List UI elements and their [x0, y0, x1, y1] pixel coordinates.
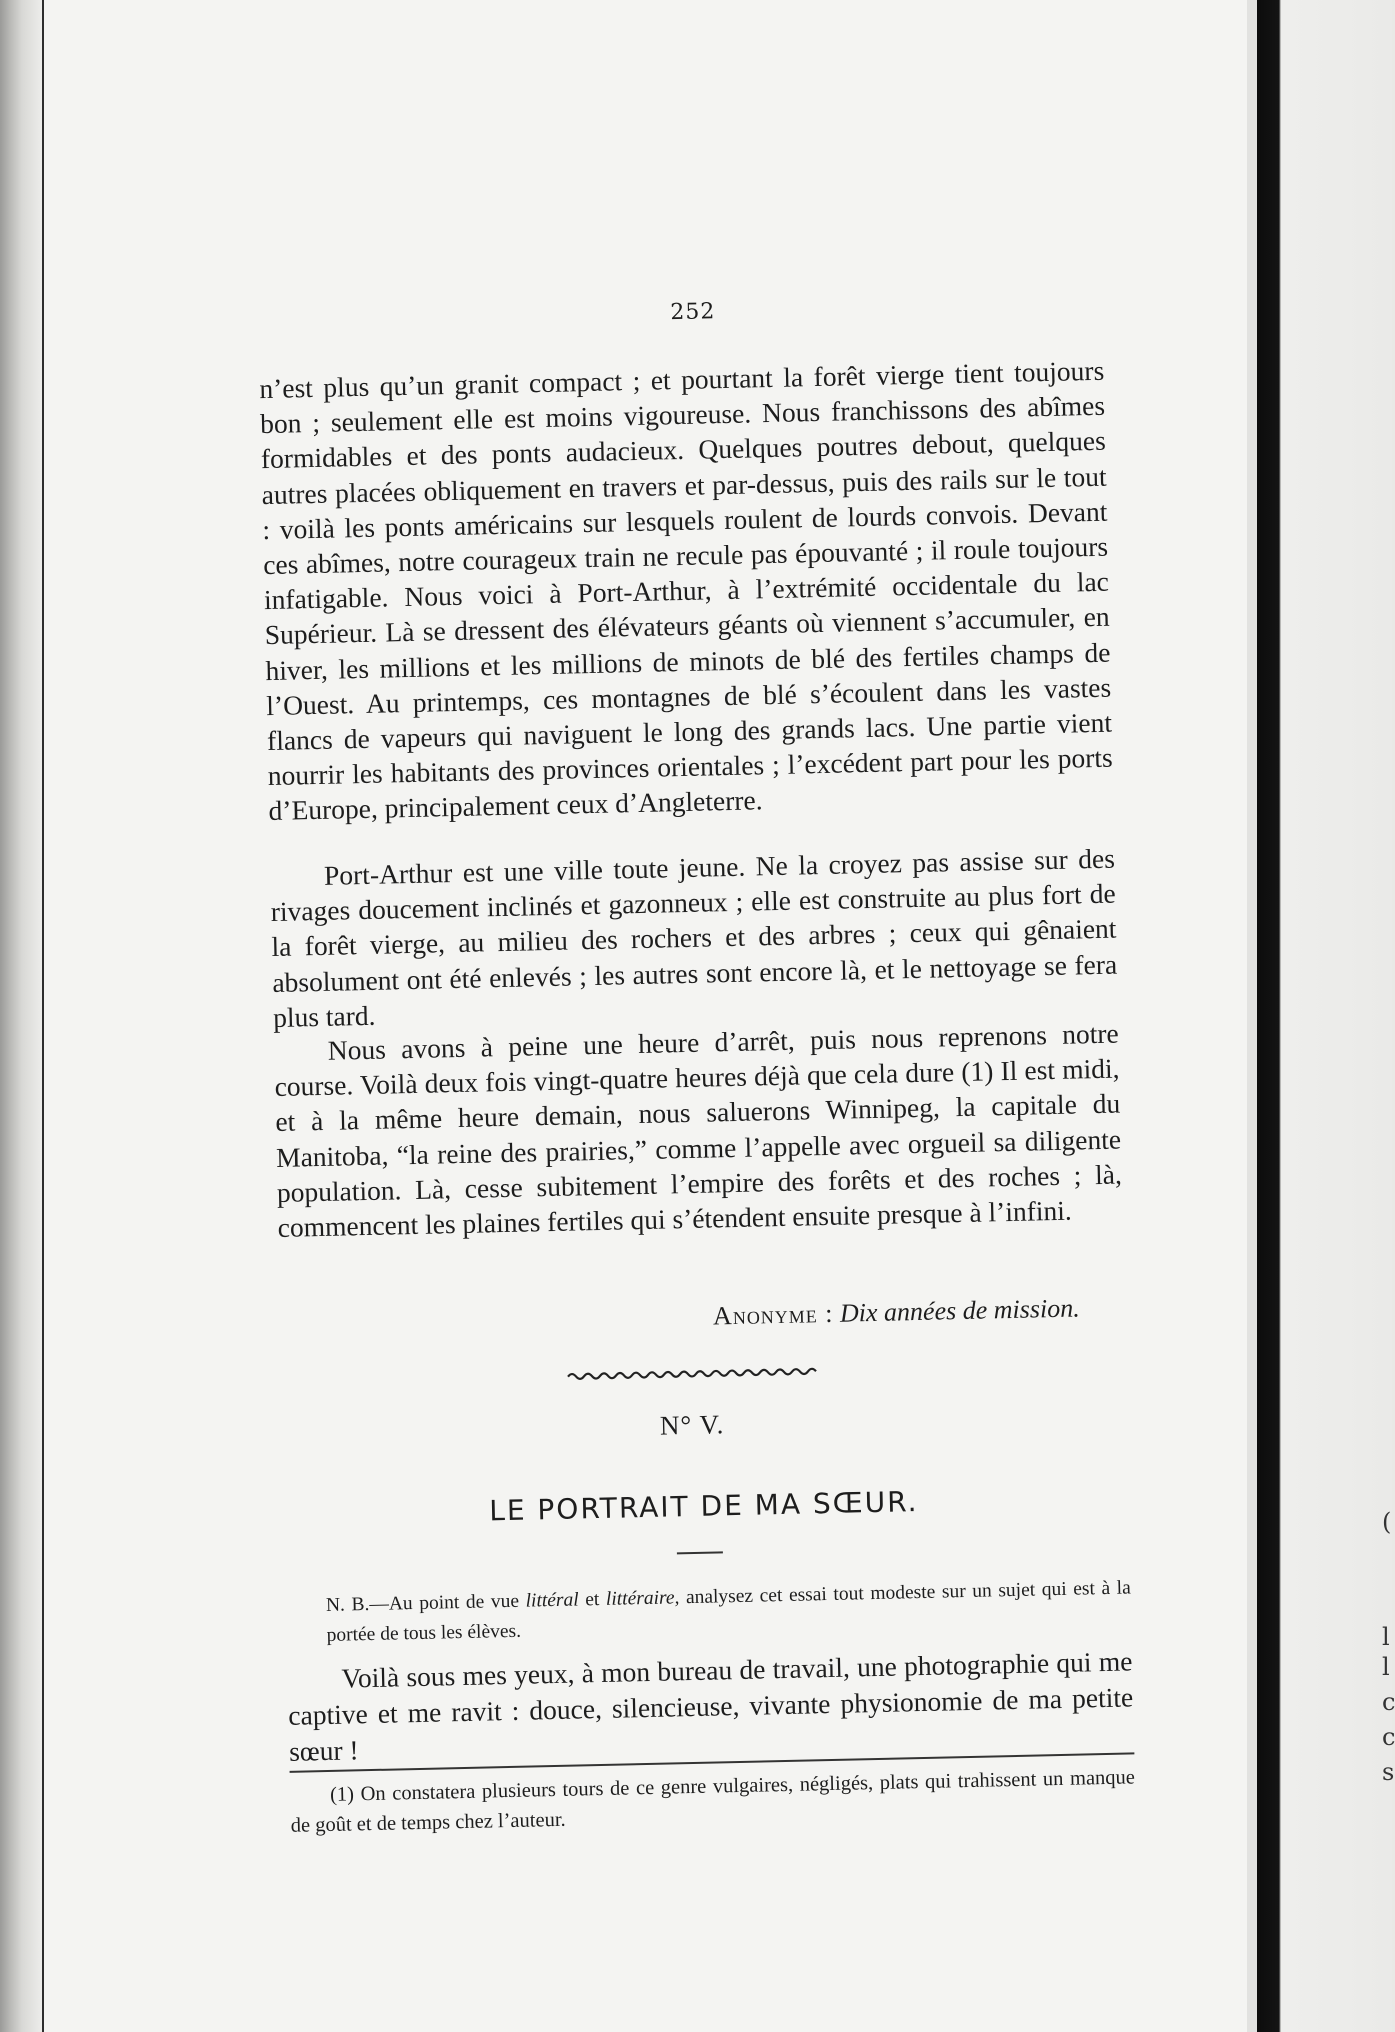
attribution-work: Dix années de mission. — [839, 1293, 1080, 1328]
attribution-author: Anonyme : — [712, 1298, 834, 1331]
note-rest: analysez cet essai tout modeste sur un sujet qui est à la portée de tous les élèves. — [326, 1577, 1131, 1646]
footnote: (1) On constatera plusieurs tours de ce genre vulgaires, négligés, plats qui trahissent un manque de goût et de temps chez l’auteur. — [290, 1766, 1136, 1837]
note-term-litteraire: littéraire, — [605, 1587, 680, 1610]
facing-page-edge — [1257, 0, 1395, 2032]
facing-page-glyph: ( — [1382, 1508, 1392, 1536]
note-prefix: N. B.—Au point de vue — [325, 1590, 520, 1616]
section-number: N° V. — [659, 1409, 725, 1441]
paragraph-port-arthur: Port-Arthur est une ville toute jeune. Ne la croyez pas assise sur des rivages doucement inclinés et gazonneux ; elle est construite au plus fort de la forêt vierge, au milieu des rochers et des arbres ; ceux qui gênaient absolument ont été enlevés ; les autres sont encore là, et le nettoyage se fera plus tard. — [270, 842, 1118, 1033]
facing-page-glyph: s — [1382, 1758, 1395, 1786]
essay-opening: Voilà sous mes yeux, à mon bureau de travail, une photographie qui me captive et me ravit : douce, silencieuse, vivante physionomie de ma petite sœur ! — [288, 1645, 1134, 1767]
scan-left-edge — [0, 0, 42, 2032]
facing-page-glyph: l — [1382, 1623, 1390, 1651]
paragraph-continued: n’est plus qu’un granit compact ; et pourtant la forêt vierge tient toujours bon ; seulement elle est moins vigoureuse. Nous franchissons des abîmes formidables et des ponts audacieux. Quelques poutres debout, quelques autres placées obliquement en travers et par-dessus, puis des rails sur le tout : voilà les ponts américains sur lesquels roulent de lourds convois. Devant ces abîmes, notre courageux train ne recule pas épouvanté ; il roule toujours infatigable. Nous voici à Port-Arthur, à l’extrémité occidentale du lac Supérieur. Là se dressent des élévateurs géants où viennent s’accumuler, en hiver, les millions et les millions de minots de blé des fertiles champs de l’Ouest. Au printemps, ces montagnes de blé s’écoulent dans les vastes flancs de vapeurs qui naviguent le long des grands lacs. Une partie vient nourrir les habitants des provinces orientales ; l’excédent part pour les ports d’Europe, principalement ceux d’Angleterre. — [259, 354, 1113, 827]
facing-page-glyph: c — [1382, 1688, 1395, 1716]
facing-page-glyph: c — [1382, 1723, 1395, 1751]
note-term-litteral: littéral — [525, 1589, 579, 1612]
page-number: 252 — [670, 299, 716, 326]
book-gutter — [1247, 0, 1257, 2032]
note-conjunction: et — [585, 1589, 600, 1611]
section-title: LE PORTRAIT DE MA SŒUR. — [488, 1485, 919, 1528]
paragraph-course: Nous avons à peine une heure d’arrêt, puis nous reprenons notre course. Voilà deux fois vingt-quatre heures déjà que cela dure (1) Il est midi, et à la même heure demain, nous saluerons Winnipeg, la capitale du Manitoba, “la reine des prairies,” comme l’appelle avec orgueil sa diligente population. Là, cesse subitement l’empire des forêts et des roches ; là, commencent les plaines fertiles qui s’étendent ensuite presque à l’infini. — [274, 1017, 1123, 1243]
facing-page-glyph: l — [1382, 1653, 1390, 1681]
